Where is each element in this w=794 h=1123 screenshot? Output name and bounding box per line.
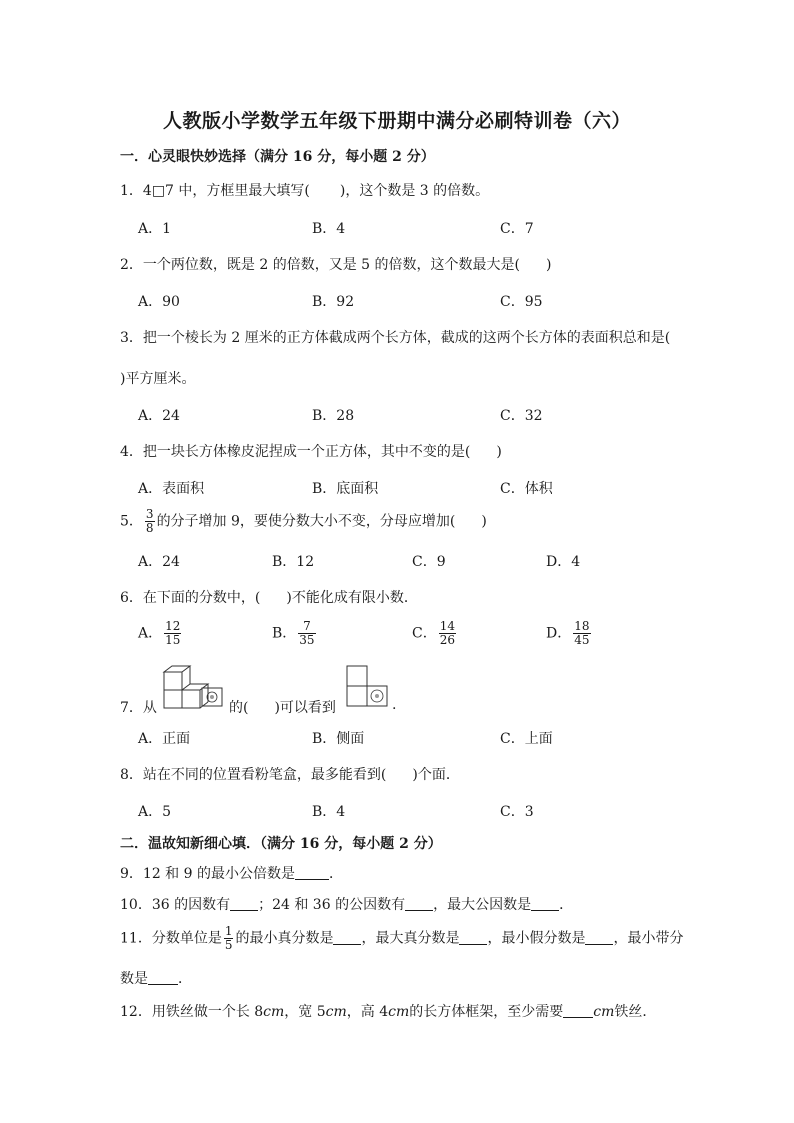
q6-option-a-label: A． — [138, 625, 163, 642]
q5-option-c[interactable]: C．9 — [412, 554, 446, 570]
q1-text-b: )，这个数是 3 的倍数。 — [339, 183, 490, 199]
q6-option-b-label: B． — [272, 625, 297, 642]
question-9 — [120, 863, 343, 883]
q5-text-a: 的分子增加 9，要使分数大小不变，分母应增加( — [156, 513, 456, 530]
q11-t2: ，最大真分数是 — [361, 930, 460, 947]
q8-option-b[interactable]: B．4 — [312, 804, 346, 820]
q12-unit-3: cm — [388, 1004, 410, 1020]
q7-option-a[interactable]: A．正面 — [138, 731, 191, 747]
q12-unit-1: cm — [263, 1004, 285, 1020]
view-outline-figure — [345, 664, 391, 710]
section-1-heading: 一．心灵眼快妙选择（满分 16 分，每小题 2 分） — [120, 149, 435, 165]
q5-frac-den: 8 — [145, 521, 154, 535]
q8-option-c[interactable]: C．3 — [500, 804, 534, 820]
q6-text-a: 6．在下面的分数中，( — [120, 590, 261, 606]
q6-option-a[interactable] — [138, 620, 183, 647]
q4-option-b[interactable]: B．底面积 — [312, 481, 379, 497]
q6-option-b-fraction — [298, 620, 315, 647]
q10-t1: 10．36 的因数有 — [120, 897, 231, 913]
q8-text-b: )个面． — [412, 767, 460, 783]
q12-unit-2: cm — [325, 1004, 347, 1020]
q5-option-d[interactable]: D．4 — [546, 554, 581, 570]
q11-t4: ，最小带分 — [613, 930, 684, 947]
q6-option-d-fraction — [573, 620, 590, 647]
q6-option-c-label: C． — [412, 625, 437, 642]
question-5 — [120, 508, 487, 535]
q10-blank-3[interactable] — [531, 896, 559, 911]
q9-text-a: 9．12 和 9 的最小公倍数是 — [120, 866, 295, 882]
q11-blank-1[interactable] — [333, 930, 361, 945]
q5-frac-num: 3 — [145, 507, 154, 521]
q7-prefix: 7．从 — [120, 700, 157, 716]
q6-a-den: 15 — [165, 633, 181, 647]
q11-t0: 11．分数单位是 — [120, 930, 222, 947]
q3-option-a[interactable]: A．24 — [138, 408, 180, 424]
q4-text-a: 4．把一块长方体橡皮泥捏成一个正方体，其中不变的是( — [120, 444, 471, 460]
q5-prefix: 5． — [120, 513, 143, 530]
q2-text-b: ) — [545, 257, 552, 273]
q2-option-a[interactable]: A．90 — [138, 294, 180, 310]
q1-option-b[interactable]: B．4 — [312, 221, 346, 237]
q6-c-num: 14 — [439, 619, 455, 633]
q6-d-den: 45 — [574, 633, 590, 647]
q6-option-d-label: D． — [546, 625, 572, 642]
q11-t1: 的最小真分数是 — [235, 930, 334, 947]
q10-blank-2[interactable] — [405, 896, 433, 911]
q6-option-d[interactable] — [546, 620, 593, 647]
question-11-line-1 — [120, 925, 683, 952]
question-7-mid — [229, 697, 336, 717]
question-10 — [120, 894, 573, 914]
q10-t2: ；24 和 36 的公因数有 — [258, 897, 406, 913]
q4-text-b: ) — [496, 444, 502, 460]
q12-t4: 的长方体框架，至少需要 — [409, 1004, 564, 1020]
q11-blank-3[interactable] — [585, 930, 613, 945]
q7-option-b[interactable]: B．侧面 — [312, 731, 365, 747]
q6-b-num: 7 — [303, 619, 311, 633]
q1-option-c[interactable]: C．7 — [500, 221, 534, 237]
q2-option-b[interactable]: B．92 — [312, 294, 355, 310]
q6-option-a-fraction — [164, 620, 181, 647]
question-12 — [120, 1001, 656, 1021]
q10-t3: ，最大公因数是 — [433, 897, 532, 913]
q10-blank-1[interactable] — [230, 896, 258, 911]
q3-option-c[interactable]: C．32 — [500, 408, 543, 424]
q11-blank-2[interactable] — [459, 930, 487, 945]
q5-option-a[interactable]: A．24 — [138, 554, 180, 570]
q12-t5: 铁丝． — [614, 1004, 657, 1020]
q3-option-b[interactable]: B．28 — [312, 408, 355, 424]
q1-option-a[interactable]: A．1 — [138, 221, 172, 237]
q11-line2-b: ． — [178, 971, 192, 987]
q6-option-b[interactable] — [272, 620, 318, 647]
q11-frac-num: 1 — [224, 924, 233, 938]
q6-c-den: 26 — [439, 633, 455, 647]
q10-t4: ． — [559, 897, 574, 913]
q6-text-b: )不能化成有限小数． — [286, 590, 418, 606]
question-1 — [120, 180, 489, 200]
question-11-line-2 — [120, 968, 192, 988]
q4-option-a[interactable]: A．表面积 — [138, 481, 205, 497]
q5-option-b[interactable]: B．12 — [272, 554, 315, 570]
q6-option-c[interactable] — [412, 620, 458, 647]
q9-answer-blank[interactable] — [295, 865, 329, 880]
q11-fraction — [224, 925, 234, 952]
section-2-heading: 二．温故知新细心填．（满分 16 分，每小题 2 分） — [120, 836, 442, 852]
q12-answer-blank[interactable] — [563, 1003, 593, 1018]
q2-option-c[interactable]: C．95 — [500, 294, 543, 310]
q9-text-b: ． — [328, 866, 343, 882]
q5-fraction — [145, 508, 155, 535]
question-3-line-2: )平方厘米。 — [120, 371, 196, 387]
q7-solid-figure — [162, 664, 224, 710]
q7-mid-b: )可以看到 — [274, 700, 336, 716]
q11-blank-4[interactable] — [148, 970, 178, 985]
cube-stack-figure — [162, 664, 224, 710]
q2-text-a: 2．一个两位数，既是 2 的倍数，又是 5 的倍数，这个数最大是( — [120, 257, 520, 273]
q7-mid-a: 的( — [229, 700, 249, 716]
q12-unit-4: cm — [593, 1004, 615, 1020]
page-title: 人教版小学数学五年级下册期中满分必刷特训卷（六） — [162, 110, 631, 132]
q6-d-num: 18 — [574, 619, 590, 633]
question-6 — [120, 587, 418, 607]
question-3-line-1: 3．把一个棱长为 2 厘米的正方体截成两个长方体，截成的这两个长方体的表面积总和是( — [120, 330, 671, 346]
q8-option-a[interactable]: A．5 — [138, 804, 172, 820]
q11-t3: ，最小假分数是 — [487, 930, 586, 947]
q6-b-den: 35 — [299, 633, 315, 647]
q7-option-c[interactable]: C．上面 — [500, 731, 553, 747]
question-2 — [120, 254, 551, 274]
q1-text-a: 1．4□7 中，方框里最大填写( — [120, 183, 310, 199]
q6-a-num: 12 — [165, 619, 181, 633]
question-8 — [120, 764, 460, 784]
q7-view-figure — [345, 664, 391, 710]
q6-option-c-fraction — [439, 620, 456, 647]
q5-text-b: ) — [481, 513, 487, 530]
q12-t1: 12．用铁丝做一个长 8 — [120, 1004, 264, 1020]
q11-frac-den: 5 — [224, 938, 233, 952]
q4-option-c[interactable]: C．体积 — [500, 481, 553, 497]
q8-text-a: 8．站在不同的位置看粉笔盒，最多能看到( — [120, 767, 387, 783]
q12-t2: ，宽 5 — [284, 1004, 326, 1020]
q7-end: . — [392, 697, 397, 713]
question-4 — [120, 441, 502, 461]
q11-line2-a: 数是 — [120, 971, 148, 987]
q12-t3: ，高 4 — [346, 1004, 389, 1020]
